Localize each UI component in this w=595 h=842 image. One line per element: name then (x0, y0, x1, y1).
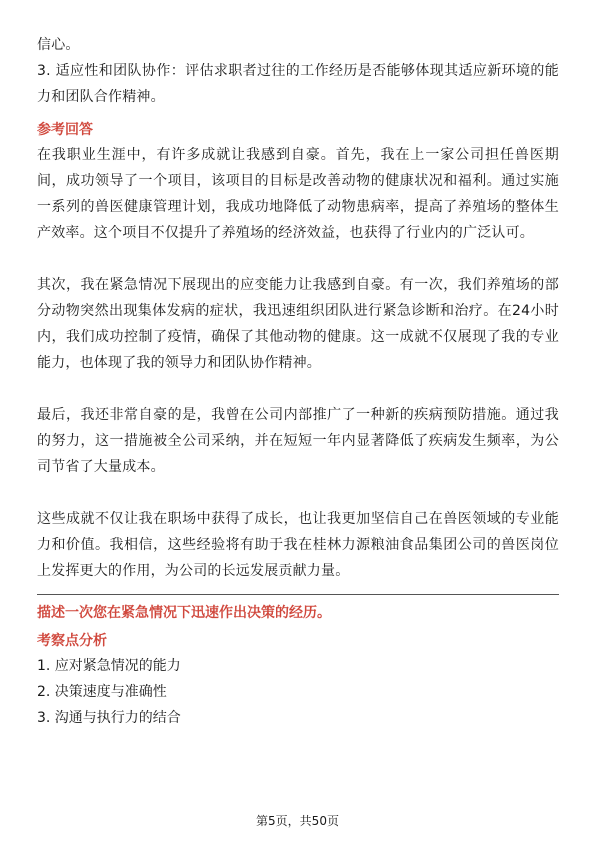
answer-paragraph-4: 这些成就不仅让我在职场中获得了成长，也让我更加坚信自己在兽医领域的专业能力和价值。我相信，这些经验将有助于我在桂林力源粮油食品集团公司的兽医岗位上发挥更大的作用，为公司的长远发展贡献力量。 (37, 511, 559, 579)
question-title: 描述一次您在紧急情况下迅速作出决策的经历。 (37, 605, 331, 621)
continued-text: 信心。 (37, 37, 80, 53)
answer-paragraph-3: 最后，我还非常自豪的是，我曾在公司内部推广了一种新的疾病预防措施。通过我的努力，这一措施被全公司采纳，并在短短一年内显著降低了疾病发生频率，为公司节省了大量成本。 (37, 407, 559, 475)
answer-paragraph-1: 在我职业生涯中，有许多成就让我感到自豪。首先，我在上一家公司担任兽医期间，成功领导了一个项目，该项目的目标是改善动物的健康状况和福利。通过实施一系列的兽医健康管理计划，我成功地降低了动物患病率，提高了养殖场的整体生产效率。这个项目不仅提升了养殖场的经济效益，也获得了行业内的广泛认可。 (37, 147, 559, 241)
page-number: 第5页，共50页 (256, 814, 339, 828)
evaluation-point-3: 3. 适应性和团队协作：评估求职者过往的工作经历是否能够体现其适应新环境的能力和团队合作精神。 (37, 63, 559, 105)
answer-paragraph-2: 其次，我在紧急情况下展现出的应变能力让我感到自豪。有一次，我们养殖场的部分动物突然出现集体发病的症状，我迅速组织团队进行紧急诊断和治疗。在24小时内，我们成功控制了疫情，确保了其他动物的健康。这一成就不仅展现了我的专业能力，也体现了我的领导力和团队协作精神。 (37, 277, 559, 371)
analysis-heading: 考察点分析 (37, 633, 107, 649)
analysis-item-3: 3. 沟通与执行力的结合 (37, 710, 181, 726)
analysis-item-1: 1. 应对紧急情况的能力 (37, 658, 181, 674)
reference-answer-heading: 参考回答 (37, 122, 93, 138)
page-content (37, 32, 559, 731)
analysis-item-2: 2. 决策速度与准确性 (37, 684, 167, 700)
section-divider (37, 594, 559, 595)
